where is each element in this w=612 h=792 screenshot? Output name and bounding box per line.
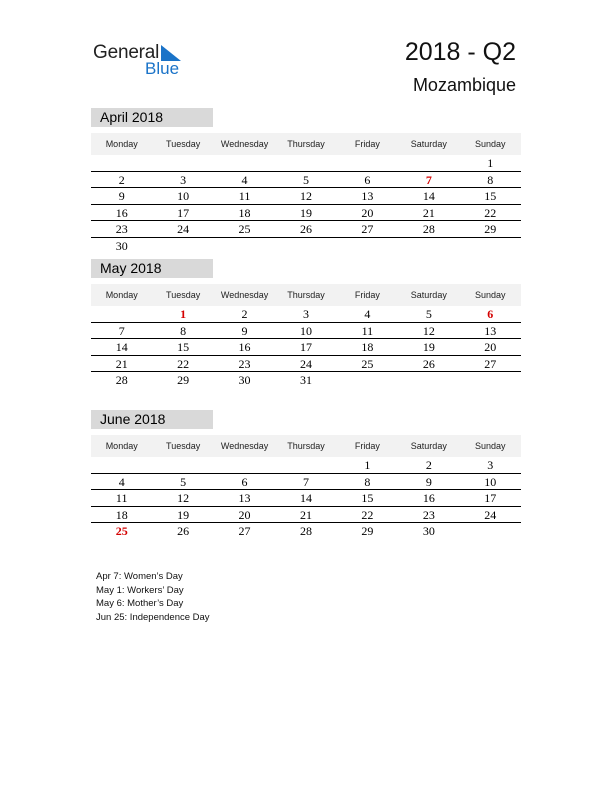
weekday-label: Saturday — [410, 290, 447, 300]
day-cell: 23 — [238, 356, 251, 371]
weekday-label: Sunday — [474, 290, 506, 300]
day-cell: 16 — [238, 340, 251, 355]
day-cell: 19 — [422, 340, 435, 355]
day-cell: 27 — [238, 524, 251, 539]
week-row — [91, 372, 521, 389]
week-row — [91, 238, 521, 255]
weekday-label: Thursday — [287, 441, 325, 451]
weekday-label: Sunday — [474, 441, 506, 451]
page-title: 2018 - Q2 — [404, 38, 516, 66]
empty-day-cell — [398, 238, 459, 255]
weekday-label: Monday — [105, 441, 138, 451]
empty-day-cell — [152, 457, 213, 473]
day-cell: 3 — [302, 307, 309, 321]
day-cell: 15 — [484, 189, 497, 204]
day-cell: 9 — [241, 323, 248, 338]
month-title: May 2018 — [91, 259, 213, 278]
empty-day-cell — [214, 457, 275, 473]
week-row — [91, 507, 521, 524]
day-cell: 14 — [422, 189, 435, 204]
empty-day-cell — [152, 155, 213, 171]
day-cell: 16 — [115, 205, 128, 220]
day-cell: 11 — [361, 323, 374, 338]
empty-day-cell — [214, 155, 275, 171]
day-cell: 26 — [177, 524, 190, 539]
empty-day-cell — [275, 457, 336, 473]
day-cell: 19 — [177, 507, 190, 522]
empty-day-cell — [337, 372, 398, 389]
empty-day-cell — [460, 523, 521, 540]
day-cell: 13 — [484, 323, 497, 338]
day-cell: 5 — [302, 172, 309, 187]
month-title: April 2018 — [91, 108, 213, 127]
week-row — [91, 155, 521, 172]
weekday-label: Wednesday — [220, 139, 269, 149]
country-name: Mozambique — [412, 75, 516, 95]
day-cell: 12 — [422, 323, 435, 338]
day-cell: 22 — [177, 356, 190, 371]
day-cell: 15 — [361, 491, 374, 506]
empty-day-cell — [275, 155, 336, 171]
empty-day-cell — [337, 238, 398, 255]
day-cell: 18 — [361, 340, 374, 355]
weekday-header-row — [91, 435, 521, 457]
day-cell: 21 — [422, 205, 435, 220]
holiday-note: May 1: Workers’ Day — [96, 584, 184, 596]
month-june — [91, 410, 521, 540]
day-cell: 1 — [487, 156, 494, 170]
day-cell: 25 — [361, 356, 374, 371]
day-cell: 23 — [115, 222, 128, 237]
week-row — [91, 490, 521, 507]
day-cell: 24 — [177, 222, 190, 237]
day-cell: 29 — [484, 222, 497, 237]
day-cell: 15 — [177, 340, 190, 355]
empty-day-cell — [460, 238, 521, 255]
holiday-day-cell: 6 — [487, 307, 494, 321]
weekday-label: Friday — [354, 441, 380, 451]
holiday-notes — [96, 570, 210, 624]
weekday-label: Sunday — [474, 139, 506, 149]
day-cell: 10 — [299, 323, 312, 338]
day-cell: 28 — [115, 373, 128, 388]
day-cell: 22 — [361, 507, 374, 522]
weekday-header-row — [91, 284, 521, 306]
logo — [93, 42, 193, 78]
empty-day-cell — [91, 457, 152, 473]
week-row — [91, 221, 521, 238]
day-cell: 30 — [422, 524, 435, 539]
day-cell: 3 — [487, 458, 494, 472]
day-cell: 11 — [115, 491, 128, 506]
week-row — [91, 339, 521, 356]
day-cell: 27 — [361, 222, 374, 237]
holiday-note: Apr 7: Women’s Day — [96, 571, 183, 582]
day-cell: 28 — [299, 524, 312, 539]
logo-blue-text: Blue — [145, 59, 180, 78]
weekday-header-row — [91, 133, 521, 155]
day-cell: 4 — [241, 172, 248, 187]
weekday-label: Wednesday — [220, 441, 269, 451]
week-row — [91, 188, 521, 205]
month-april — [91, 108, 521, 255]
day-cell: 11 — [238, 189, 251, 204]
weekday-label: Friday — [354, 139, 380, 149]
day-cell: 2 — [241, 307, 248, 321]
weekday-label: Saturday — [410, 441, 447, 451]
empty-day-cell — [214, 238, 275, 255]
day-cell: 7 — [302, 474, 309, 489]
empty-day-cell — [91, 155, 152, 171]
day-cell: 13 — [361, 189, 374, 204]
day-cell: 4 — [364, 307, 371, 321]
day-cell: 8 — [180, 323, 187, 338]
day-cell: 9 — [118, 189, 125, 204]
weekday-label: Monday — [105, 139, 138, 149]
day-cell: 2 — [425, 458, 432, 472]
weekday-label: Tuesday — [166, 290, 201, 300]
day-cell: 2 — [118, 172, 125, 187]
weekday-label: Thursday — [287, 290, 325, 300]
day-cell: 5 — [425, 307, 432, 321]
day-cell: 13 — [238, 491, 251, 506]
day-cell: 8 — [487, 172, 494, 187]
week-row — [91, 523, 521, 540]
day-cell: 20 — [361, 205, 374, 220]
empty-day-cell — [460, 372, 521, 389]
week-row — [91, 457, 521, 474]
day-cell: 1 — [364, 458, 371, 472]
weekday-label: Thursday — [287, 139, 325, 149]
month-title: June 2018 — [91, 410, 213, 429]
day-cell: 7 — [118, 323, 125, 338]
empty-day-cell — [398, 372, 459, 389]
day-cell: 12 — [299, 189, 312, 204]
day-cell: 6 — [364, 172, 371, 187]
day-cell: 27 — [484, 356, 497, 371]
holiday-day-cell: 1 — [180, 307, 187, 321]
week-row — [91, 356, 521, 373]
day-cell: 16 — [422, 491, 435, 506]
day-cell: 20 — [238, 507, 251, 522]
day-cell: 28 — [422, 222, 435, 237]
day-cell: 25 — [238, 222, 251, 237]
day-cell: 17 — [299, 340, 312, 355]
day-cell: 9 — [425, 474, 432, 489]
day-cell: 24 — [299, 356, 312, 371]
week-row — [91, 205, 521, 222]
day-cell: 26 — [422, 356, 435, 371]
weekday-label: Friday — [354, 290, 380, 300]
day-cell: 21 — [299, 507, 312, 522]
day-cell: 19 — [299, 205, 312, 220]
holiday-day-cell: 25 — [115, 524, 128, 539]
logo-general-text: General — [93, 42, 160, 63]
day-cell: 6 — [241, 474, 248, 489]
day-cell: 20 — [484, 340, 497, 355]
day-cell: 12 — [177, 491, 190, 506]
day-cell: 17 — [484, 491, 497, 506]
day-cell: 4 — [118, 474, 125, 489]
week-row — [91, 474, 521, 491]
day-cell: 30 — [115, 238, 128, 253]
day-cell: 17 — [177, 205, 190, 220]
day-cell: 31 — [299, 373, 312, 388]
day-cell: 23 — [422, 507, 435, 522]
day-cell: 18 — [238, 205, 251, 220]
day-cell: 10 — [177, 189, 190, 204]
day-cell: 8 — [364, 474, 371, 489]
holiday-note: Jun 25: Independence Day — [96, 611, 210, 623]
week-row — [91, 172, 521, 189]
day-cell: 5 — [180, 474, 187, 489]
day-cell: 24 — [484, 507, 497, 522]
weekday-label: Tuesday — [166, 441, 201, 451]
empty-day-cell — [275, 238, 336, 255]
holiday-day-cell: 7 — [425, 172, 432, 187]
week-row — [91, 323, 521, 340]
day-cell: 3 — [180, 172, 187, 187]
day-cell: 14 — [299, 491, 312, 506]
day-cell: 18 — [115, 507, 128, 522]
day-cell: 30 — [238, 373, 251, 388]
holiday-note: May 6: Mother’s Day — [96, 598, 184, 609]
day-cell: 10 — [484, 474, 497, 489]
weekday-label: Tuesday — [166, 139, 201, 149]
empty-day-cell — [337, 155, 398, 171]
empty-day-cell — [91, 306, 152, 322]
weekday-label: Saturday — [410, 139, 447, 149]
day-cell: 21 — [115, 356, 128, 371]
day-cell: 26 — [299, 222, 312, 237]
day-cell: 29 — [177, 373, 190, 388]
day-cell: 14 — [115, 340, 128, 355]
month-may — [91, 259, 521, 389]
weekday-label: Wednesday — [220, 290, 269, 300]
week-row — [91, 306, 521, 323]
empty-day-cell — [152, 238, 213, 255]
weekday-label: Monday — [105, 290, 138, 300]
empty-day-cell — [398, 155, 459, 171]
day-cell: 22 — [484, 205, 497, 220]
day-cell: 29 — [361, 524, 374, 539]
